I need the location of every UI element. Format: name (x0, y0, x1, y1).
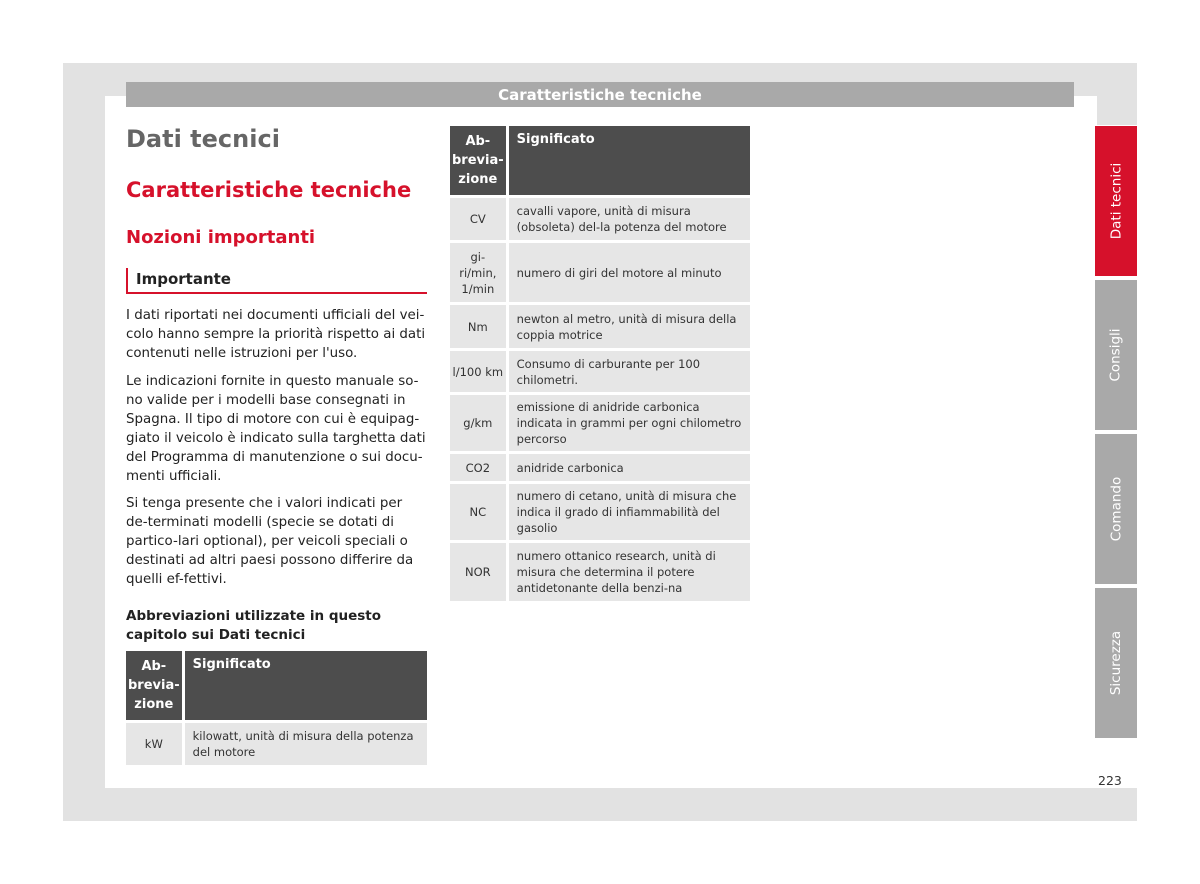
column-header-meaning: Significato (509, 126, 750, 195)
note-paragraph: Si tenga presente che i valori indicati per de-terminati modelli (specie se dotati di partico-lari optional), per veicoli speciali o destinati ad altri paesi possono differire da quelli ef-fettivi. (126, 496, 414, 587)
abbreviation-cell: CO2 (450, 451, 509, 481)
note-paragraph: I dati riportati nei documenti ufficiali del vei-colo hanno sempre la priorità rispetto ai dati contenuti nelle istruzioni per l'uso. (126, 308, 426, 361)
running-header: Caratteristiche tecniche (126, 82, 1074, 107)
table-row (450, 240, 750, 302)
meaning-cell: emissione di anidride carbonica indicata in grammi per ogni chilometro percorso (509, 392, 750, 451)
note-paragraph: Le indicazioni fornite in questo manuale so-no valide per i modelli base consegnati in Spagna. Il tipo di motore con cui è equipag-giato il veicolo è indicato sulla targhetta dati del Programma di manutenzione o sui docu-menti ufficiali. (126, 374, 426, 484)
table-row (450, 392, 750, 451)
side-tab-label: Sicurezza (1108, 630, 1124, 696)
abbreviation-cell: Nm (450, 302, 509, 348)
side-tab-dati-tecnici[interactable] (1095, 126, 1137, 276)
side-tab-label: Dati tecnici (1108, 162, 1125, 240)
column-header-abbreviation: Ab-brevia-zione (126, 651, 185, 720)
section-title: Caratteristiche tecniche (126, 178, 412, 202)
meaning-cell: kilowatt, unità di misura della potenza del motore (185, 720, 427, 765)
abbreviations-table-second (450, 126, 750, 601)
table-header-row (126, 651, 427, 720)
table-row (126, 720, 427, 765)
meaning-cell: numero di cetano, unità di misura che indica il grado di infiammabilità del gasolio (509, 481, 750, 540)
abbreviation-cell: l/100 km (450, 348, 509, 392)
column-header-abbreviation: Ab-brevia-zione (450, 126, 509, 195)
side-tab-sicurezza[interactable] (1095, 588, 1137, 738)
side-tab-comando[interactable] (1095, 434, 1137, 584)
meaning-cell: newton al metro, unità di misura della coppia motrice (509, 302, 750, 348)
meaning-cell: numero di giri del motore al minuto (509, 240, 750, 302)
page-number: 223 (1098, 773, 1122, 788)
abbreviation-cell: NOR (450, 540, 509, 601)
table-row (450, 348, 750, 392)
page-frame-bottom (63, 788, 1137, 821)
meaning-cell: anidride carbonica (509, 451, 750, 481)
abbreviations-table-first (126, 651, 427, 765)
abbreviations-title: Abbreviazioni utilizzate in questo capitolo sui Dati tecnici (126, 608, 382, 643)
meaning-cell: Consumo di carburante per 100 chilometri. (509, 348, 750, 392)
page-frame-left (63, 63, 105, 821)
table-row (450, 195, 750, 240)
chapter-title: Dati tecnici (126, 125, 280, 153)
side-tab-label: Consigli (1108, 328, 1125, 382)
abbreviation-cell: NC (450, 481, 509, 540)
column-header-meaning: Significato (185, 651, 427, 720)
table-row (450, 481, 750, 540)
table-header-row (450, 126, 750, 195)
meaning-cell: cavalli vapore, unità di misura (obsoleta) del-la potenza del motore (509, 195, 750, 240)
subsection-title: Nozioni importanti (126, 227, 316, 248)
abbreviation-cell: gi-ri/min, 1/min (450, 240, 509, 302)
table-row (450, 540, 750, 601)
abbreviation-cell: CV (450, 195, 509, 240)
abbreviation-cell: g/km (450, 392, 509, 451)
abbreviation-cell: kW (126, 720, 185, 765)
meaning-cell: numero ottanico research, unità di misura che determina il potere antidetonante della benzi-na (509, 540, 750, 601)
side-tab-consigli[interactable] (1095, 280, 1137, 430)
page-frame-right (1097, 63, 1137, 125)
table-row (450, 451, 750, 481)
side-tab-label: Comando (1108, 476, 1124, 542)
important-note-heading: Importante (126, 268, 427, 294)
table-row (450, 302, 750, 348)
